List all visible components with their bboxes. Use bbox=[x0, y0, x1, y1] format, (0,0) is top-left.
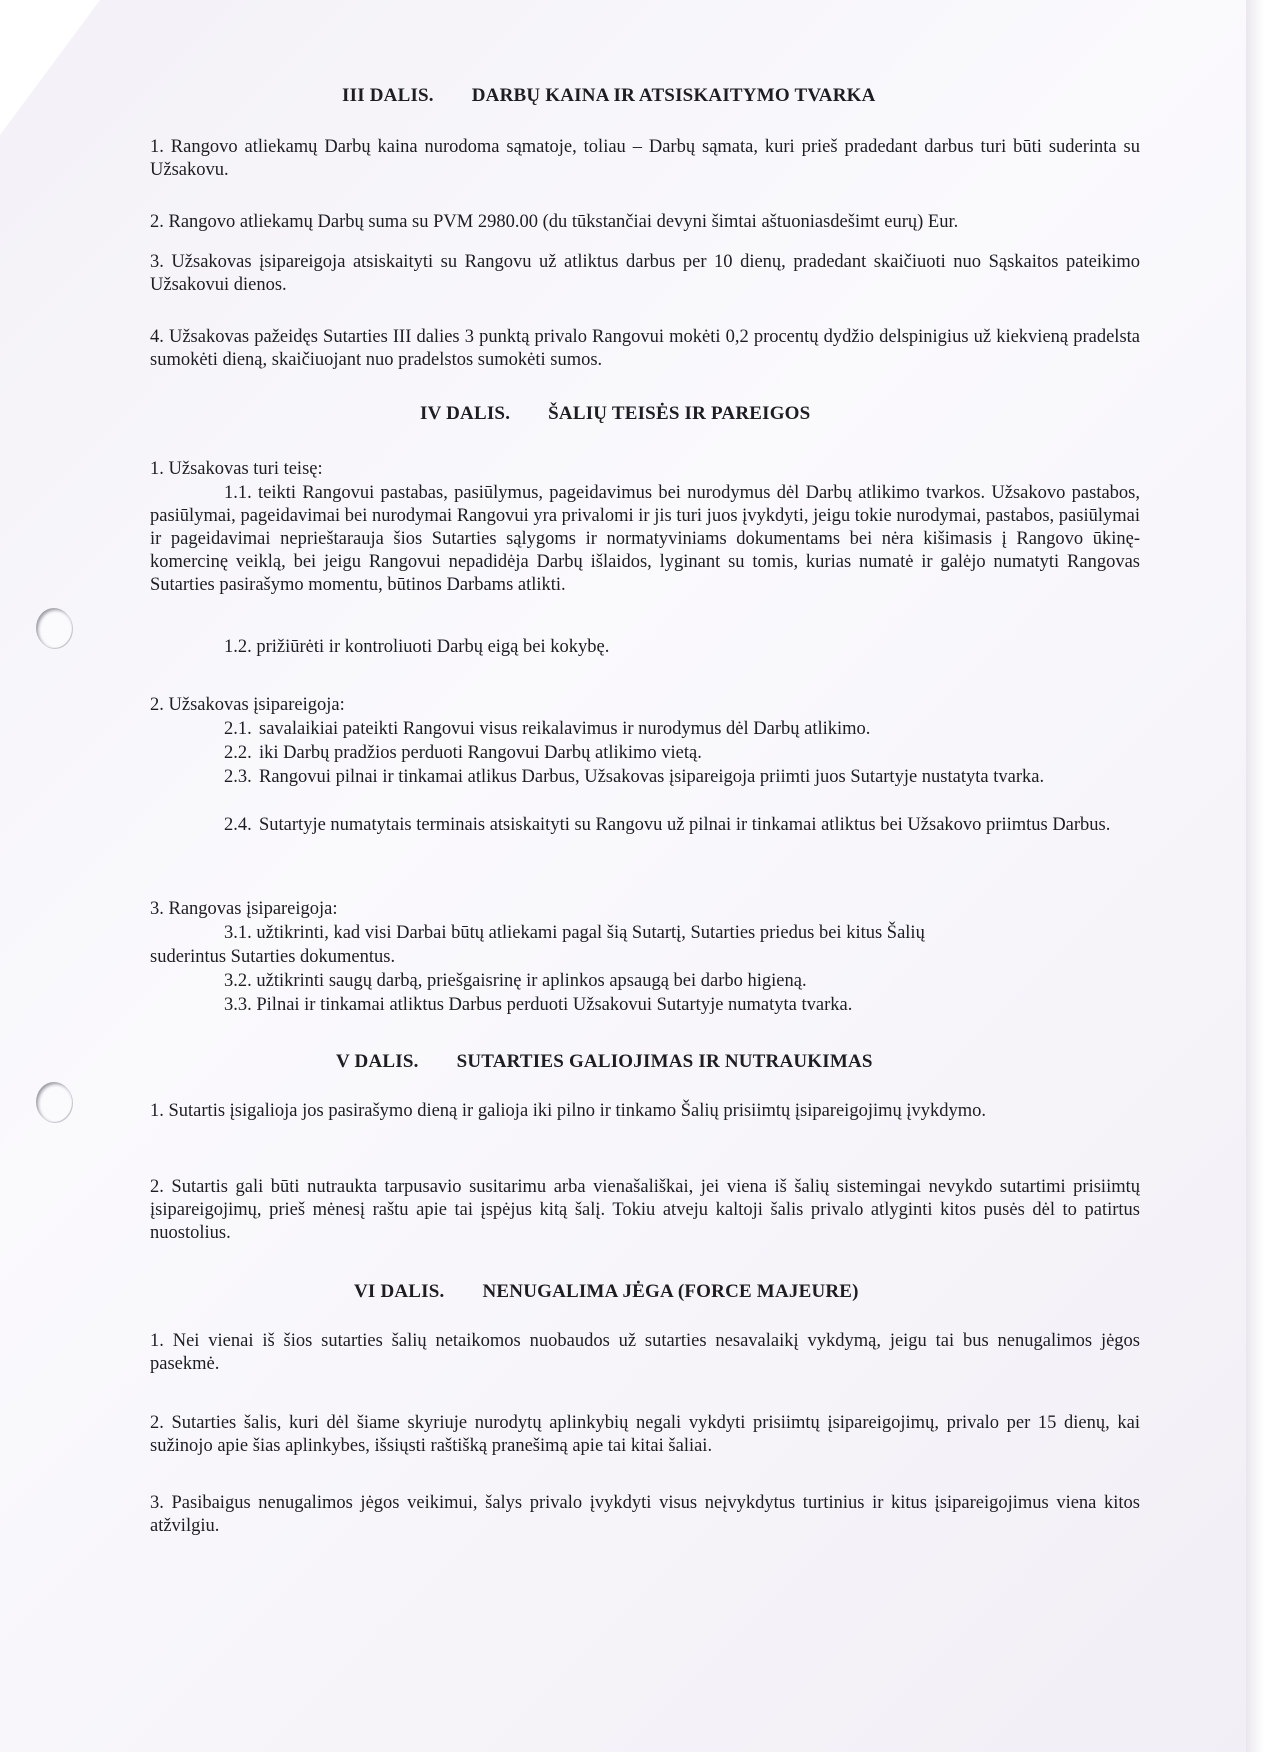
clause-item bbox=[224, 636, 609, 659]
clause-item bbox=[224, 922, 925, 945]
clause-text: teikti Rangovui pastabas, pasiūlymus, pageidavimus bei nurodymus dėl Darbų atlikimo tvarkos. bbox=[258, 483, 986, 503]
section-heading-iv bbox=[420, 402, 810, 425]
punch-hole bbox=[36, 608, 72, 648]
clause-text: prižiūrėti ir kontroliuoti Darbų eigą bei kokybę. bbox=[256, 637, 610, 657]
paragraph: 2. Rangovo atliekamų Darbų suma su PVM 2980.00 (du tūkstančiai devyni šimtai aštuoniasdešimt eurų) Eur. bbox=[150, 212, 959, 232]
clause-text: savalaikiai pateikti Rangovui visus reikalavimus ir nurodymus dėl Darbų atlikimo. bbox=[259, 719, 871, 739]
paragraph: 2. Sutarties šalis, kuri dėl šiame skyriuje nurodytų aplinkybių negali vykdyti prisiimtų įsipareigojimų, privalo per 15 dienų, kai sužinojo apie šias aplinkybes, išsiųsti raštišką pranešimą apie tai kitai šaliai. bbox=[150, 1413, 1140, 1456]
clause-item bbox=[224, 970, 807, 993]
section-number: VI DALIS. bbox=[354, 1281, 445, 1302]
clause-item bbox=[224, 718, 1104, 741]
section-heading-v bbox=[336, 1050, 873, 1073]
section-number: V DALIS. bbox=[336, 1051, 419, 1072]
section-heading-vi bbox=[354, 1280, 859, 1303]
paragraph: 1. Nei vienai iš šios sutarties šalių netaikomos nuobaudos už sutarties nesavalaikį vykdymą, jeigu tai bus nenugalimos jėgos pasekmė. bbox=[150, 1331, 1140, 1374]
clause-text: iki Darbų pradžios perduoti Rangovui Darbų atlikimo vietą. bbox=[259, 743, 702, 763]
clause-number: 3.1. bbox=[224, 923, 252, 943]
clause-intro: 1. Užsakovas turi teisę: bbox=[150, 459, 323, 479]
page-edge-shadow bbox=[1246, 0, 1264, 1752]
clause-number: 3.2. bbox=[224, 971, 252, 991]
clause-text: Pilnai ir tinkamai atliktus Darbus perduoti Užsakovui Sutartyje numatyta tvarka. bbox=[256, 995, 853, 1015]
section-heading-iii bbox=[342, 84, 876, 107]
folded-corner bbox=[0, 0, 100, 135]
paragraph: 3. Užsakovas įsipareigoja atsiskaityti su Rangovu už atliktus darbus per 10 dienų, pradedant skaičiuoti nuo Sąskaitos pateikimo Užsakovui dienos. bbox=[150, 252, 1140, 295]
clause-item bbox=[224, 994, 852, 1017]
section-number: III DALIS. bbox=[342, 85, 434, 106]
clause-item bbox=[224, 814, 1144, 837]
clause-item bbox=[224, 766, 1074, 789]
clause-number: 2.1. bbox=[224, 719, 252, 739]
clause-text: Sutartyje numatytais terminais atsiskaityti su Rangovu už pilnai ir tinkamai atliktus bei Užsakovo priimtus Darbus. bbox=[259, 815, 1111, 835]
paragraph: 1. Rangovo atliekamų Darbų kaina nurodoma sąmatoje, toliau – Darbų sąmata, kuri prieš pradedant darbus turi būti suderinta su Užsakovu. bbox=[150, 137, 1140, 180]
paragraph: 1. Sutartis įsigalioja jos pasirašymo dieną ir galioja iki pilno ir tinkamo Šalių prisiimtų įsipareigojimų įvykdymo. bbox=[150, 1101, 987, 1121]
clause-text: užtikrinti, kad visi Darbai būtų atliekami pagal šią Sutartį, Sutarties priedus bei kitus Šalių bbox=[256, 923, 925, 943]
section-title: ŠALIŲ TEISĖS IR PAREIGOS bbox=[548, 403, 811, 424]
section-title: NENUGALIMA JĖGA (FORCE MAJEURE) bbox=[482, 1281, 859, 1302]
paragraph: 4. Užsakovas pažeidęs Sutarties III dalies 3 punktą privalo Rangovui mokėti 0,2 procentų dydžio delspinigius už kiekvieną pradelsta sumokėti dieną, skaičiuojant nuo pradelstos sumokėti sumos. bbox=[150, 327, 1140, 370]
clause-intro: 2. Užsakovas įsipareigoja: bbox=[150, 695, 345, 715]
clause-number: 1.1. bbox=[224, 483, 252, 503]
clause-number: 2.4. bbox=[224, 815, 252, 835]
clause-number: 1.2. bbox=[224, 637, 252, 657]
punch-hole bbox=[36, 1082, 72, 1122]
clause-intro: 3. Rangovas įsipareigoja: bbox=[150, 899, 338, 919]
clause-text: Rangovui pilnai ir tinkamai atlikus Darbus, Užsakovas įsipareigoja priimti juos Sutartyje nustatyta tvarka. bbox=[259, 767, 1045, 787]
section-title: SUTARTIES GALIOJIMAS IR NUTRAUKIMAS bbox=[456, 1051, 873, 1072]
clause-number: 3.3. bbox=[224, 995, 252, 1015]
clause-text: suderintus Sutarties dokumentus. bbox=[150, 947, 396, 967]
clause-text: užtikrinti saugų darbą, priešgaisrinę ir aplinkos apsaugą bei darbo higieną. bbox=[256, 971, 807, 991]
clause-item bbox=[224, 742, 1104, 765]
clause-number: 2.3. bbox=[224, 767, 252, 787]
paragraph: 3. Pasibaigus nenugalimos jėgos veikimui, šalys privalo įvykdyti visus neįvykdytus turtinius ir kitus įsipareigojimus viena kitos atžvilgiu. bbox=[150, 1493, 1140, 1536]
clause-text: Užsakovo pastabos, pasiūlymai, pageidavimai bei nurodymai Rangovui yra privalomi ir jis turi juos įvykdyti, jeigu tokie nurodymai, pastabos, pasiūlymai ir pageidavimai neprieštarauja šios Sutarties sąlygoms ir normatyviniams dokumentams bei nėra kišimasis į Rangovo ūkinę-komercinę veiklą, bei jeigu Rangovui nepadidėja Darbų išlaidos, lyginant su tomis, kurias numatė ir galėjo numatyti Rangovas Sutarties pasirašymo momentu, būtinos Darbams atlikti. bbox=[150, 483, 1140, 595]
clause-item bbox=[150, 482, 1140, 597]
clause-number: 2.2. bbox=[224, 743, 252, 763]
section-title: DARBŲ KAINA IR ATSISKAITYMO TVARKA bbox=[471, 85, 876, 106]
paragraph: 2. Sutartis gali būti nutraukta tarpusavio susitarimu arba vienašališkai, jei viena iš šalių sistemingai nevykdo sutartimi prisiimtų įsipareigojimų, prieš mėnesį raštu apie tai įspėjus kitą šalį. Tokiu atveju kaltoji šalis privalo atlyginti kitos pusės dėl to patirtus nuostolius. bbox=[150, 1177, 1140, 1243]
section-number: IV DALIS. bbox=[420, 403, 511, 424]
